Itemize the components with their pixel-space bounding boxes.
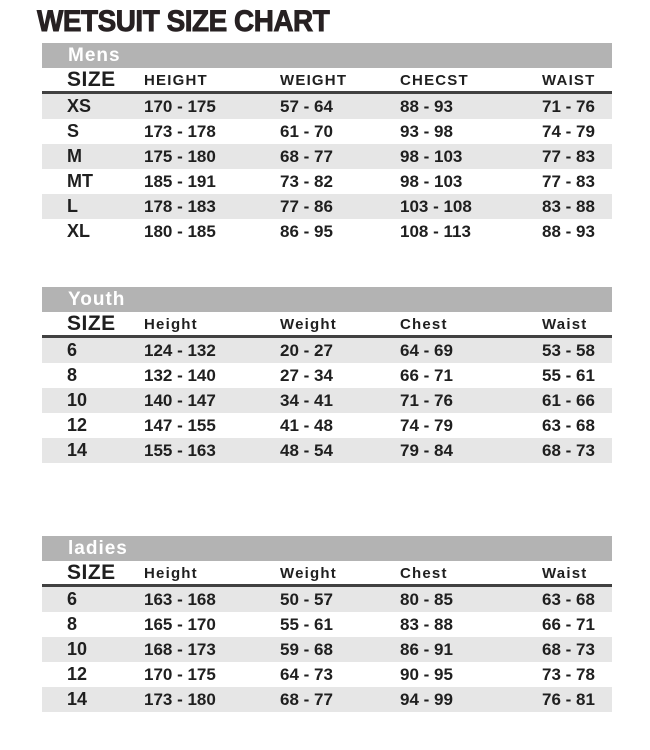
table-row (42, 637, 612, 662)
table-cell: 20 - 27 (280, 340, 333, 360)
size-cell: 6 (67, 589, 78, 609)
table-cell: 163 - 168 (144, 589, 216, 609)
table-cell: 68 - 77 (280, 146, 333, 166)
table-cell: 64 - 69 (400, 340, 453, 360)
table-cell: 165 - 170 (144, 614, 216, 634)
table-cell: 48 - 54 (280, 440, 333, 460)
table-row (42, 119, 612, 144)
table-cell: 63 - 68 (542, 589, 595, 609)
table-cell: 175 - 180 (144, 146, 216, 166)
table-cell: 185 - 191 (144, 171, 216, 191)
table-cell: 55 - 61 (542, 365, 595, 385)
column-header: SIZE (67, 312, 116, 335)
table-cell: 71 - 76 (542, 96, 595, 116)
table-row (42, 363, 612, 388)
size-cell: MT (67, 171, 93, 191)
table-row (42, 438, 612, 463)
table-row (42, 144, 612, 169)
section-title-bar-youth: Youth (42, 287, 612, 312)
table-row (42, 687, 612, 712)
table-cell: 178 - 183 (144, 196, 216, 216)
table-cell: 57 - 64 (280, 96, 333, 116)
table-header-row (42, 68, 612, 94)
table-cell: 103 - 108 (400, 196, 472, 216)
column-header: Height (144, 564, 198, 582)
table-cell: 98 - 103 (400, 171, 463, 191)
column-header: Height (144, 315, 198, 333)
section-title-bar-mens: Mens (42, 43, 612, 68)
table-cell: 83 - 88 (400, 614, 453, 634)
table-row (42, 587, 612, 612)
table-row (42, 338, 612, 363)
table-cell: 76 - 81 (542, 689, 595, 709)
table-cell: 180 - 185 (144, 221, 216, 241)
table-cell: 34 - 41 (280, 390, 333, 410)
column-header: Waist (542, 564, 588, 582)
table-cell: 132 - 140 (144, 365, 216, 385)
table-row (42, 388, 612, 413)
table-header-row (42, 312, 612, 338)
page-title: WETSUIT SIZE CHART (37, 5, 330, 38)
table-cell: 147 - 155 (144, 415, 216, 435)
table-cell: 94 - 99 (400, 689, 453, 709)
table-cell: 79 - 84 (400, 440, 453, 460)
table-cell: 59 - 68 (280, 639, 333, 659)
column-header: Chest (400, 564, 448, 582)
table-cell: 68 - 73 (542, 440, 595, 460)
table-cell: 88 - 93 (542, 221, 595, 241)
table-cell: 140 - 147 (144, 390, 216, 410)
table-cell: 83 - 88 (542, 196, 595, 216)
table-cell: 170 - 175 (144, 664, 216, 684)
table-cell: 61 - 66 (542, 390, 595, 410)
table-cell: 68 - 73 (542, 639, 595, 659)
size-cell: XL (67, 221, 91, 241)
column-header: Weight (280, 315, 337, 333)
table-cell: 74 - 79 (400, 415, 453, 435)
table-cell: 124 - 132 (144, 340, 216, 360)
table-cell: 50 - 57 (280, 589, 333, 609)
size-cell: 10 (67, 639, 88, 659)
table-cell: 93 - 98 (400, 121, 453, 141)
size-cell: 8 (67, 614, 78, 634)
table-row (42, 194, 612, 219)
table-cell: 88 - 93 (400, 96, 453, 116)
column-header: WAIST (542, 71, 596, 89)
table-cell: 73 - 82 (280, 171, 333, 191)
size-cell: 6 (67, 340, 78, 360)
table-cell: 155 - 163 (144, 440, 216, 460)
table-cell: 64 - 73 (280, 664, 333, 684)
table-cell: 61 - 70 (280, 121, 333, 141)
table-row (42, 219, 612, 244)
table-header-row (42, 561, 612, 587)
size-cell: 12 (67, 664, 88, 684)
table-cell: 108 - 113 (400, 221, 471, 241)
column-header: Chest (400, 315, 448, 333)
section-mens (42, 43, 612, 244)
table-cell: 27 - 34 (280, 365, 333, 385)
table-cell: 80 - 85 (400, 589, 453, 609)
size-cell: S (67, 121, 80, 141)
table-cell: 66 - 71 (542, 614, 595, 634)
table-row (42, 169, 612, 194)
table-cell: 77 - 83 (542, 146, 595, 166)
table-cell: 86 - 91 (400, 639, 453, 659)
table-cell: 173 - 180 (144, 689, 216, 709)
table-cell: 77 - 83 (542, 171, 595, 191)
column-header: WEIGHT (280, 71, 348, 89)
size-cell: XS (67, 96, 92, 116)
column-header: Weight (280, 564, 337, 582)
table-cell: 170 - 175 (144, 96, 216, 116)
section-ladies (42, 536, 612, 712)
column-header: CHECST (400, 71, 469, 89)
section-youth (42, 287, 612, 463)
table-cell: 74 - 79 (542, 121, 595, 141)
table-cell: 55 - 61 (280, 614, 333, 634)
table-cell: 73 - 78 (542, 664, 595, 684)
size-cell: 10 (67, 390, 88, 410)
table-cell: 41 - 48 (280, 415, 333, 435)
size-cell: 14 (67, 440, 88, 460)
table-row (42, 612, 612, 637)
table-cell: 168 - 173 (144, 639, 216, 659)
column-header: HEIGHT (144, 71, 208, 89)
table-cell: 71 - 76 (400, 390, 453, 410)
size-tables (42, 43, 612, 712)
table-cell: 63 - 68 (542, 415, 595, 435)
table-cell: 90 - 95 (400, 664, 453, 684)
size-cell: 8 (67, 365, 78, 385)
size-cell: L (67, 196, 78, 216)
size-cell: M (67, 146, 82, 166)
table-cell: 98 - 103 (400, 146, 463, 166)
table-cell: 77 - 86 (280, 196, 333, 216)
section-title-bar-ladies: ladies (42, 536, 612, 561)
table-cell: 173 - 178 (144, 121, 216, 141)
table-cell: 86 - 95 (280, 221, 333, 241)
size-cell: 12 (67, 415, 88, 435)
table-row (42, 94, 612, 119)
size-cell: 14 (67, 689, 88, 709)
column-header: SIZE (67, 68, 116, 91)
table-cell: 53 - 58 (542, 340, 595, 360)
table-row (42, 413, 612, 438)
column-header: SIZE (67, 561, 116, 584)
column-header: Waist (542, 315, 588, 333)
table-cell: 68 - 77 (280, 689, 333, 709)
table-cell: 66 - 71 (400, 365, 453, 385)
table-row (42, 662, 612, 687)
